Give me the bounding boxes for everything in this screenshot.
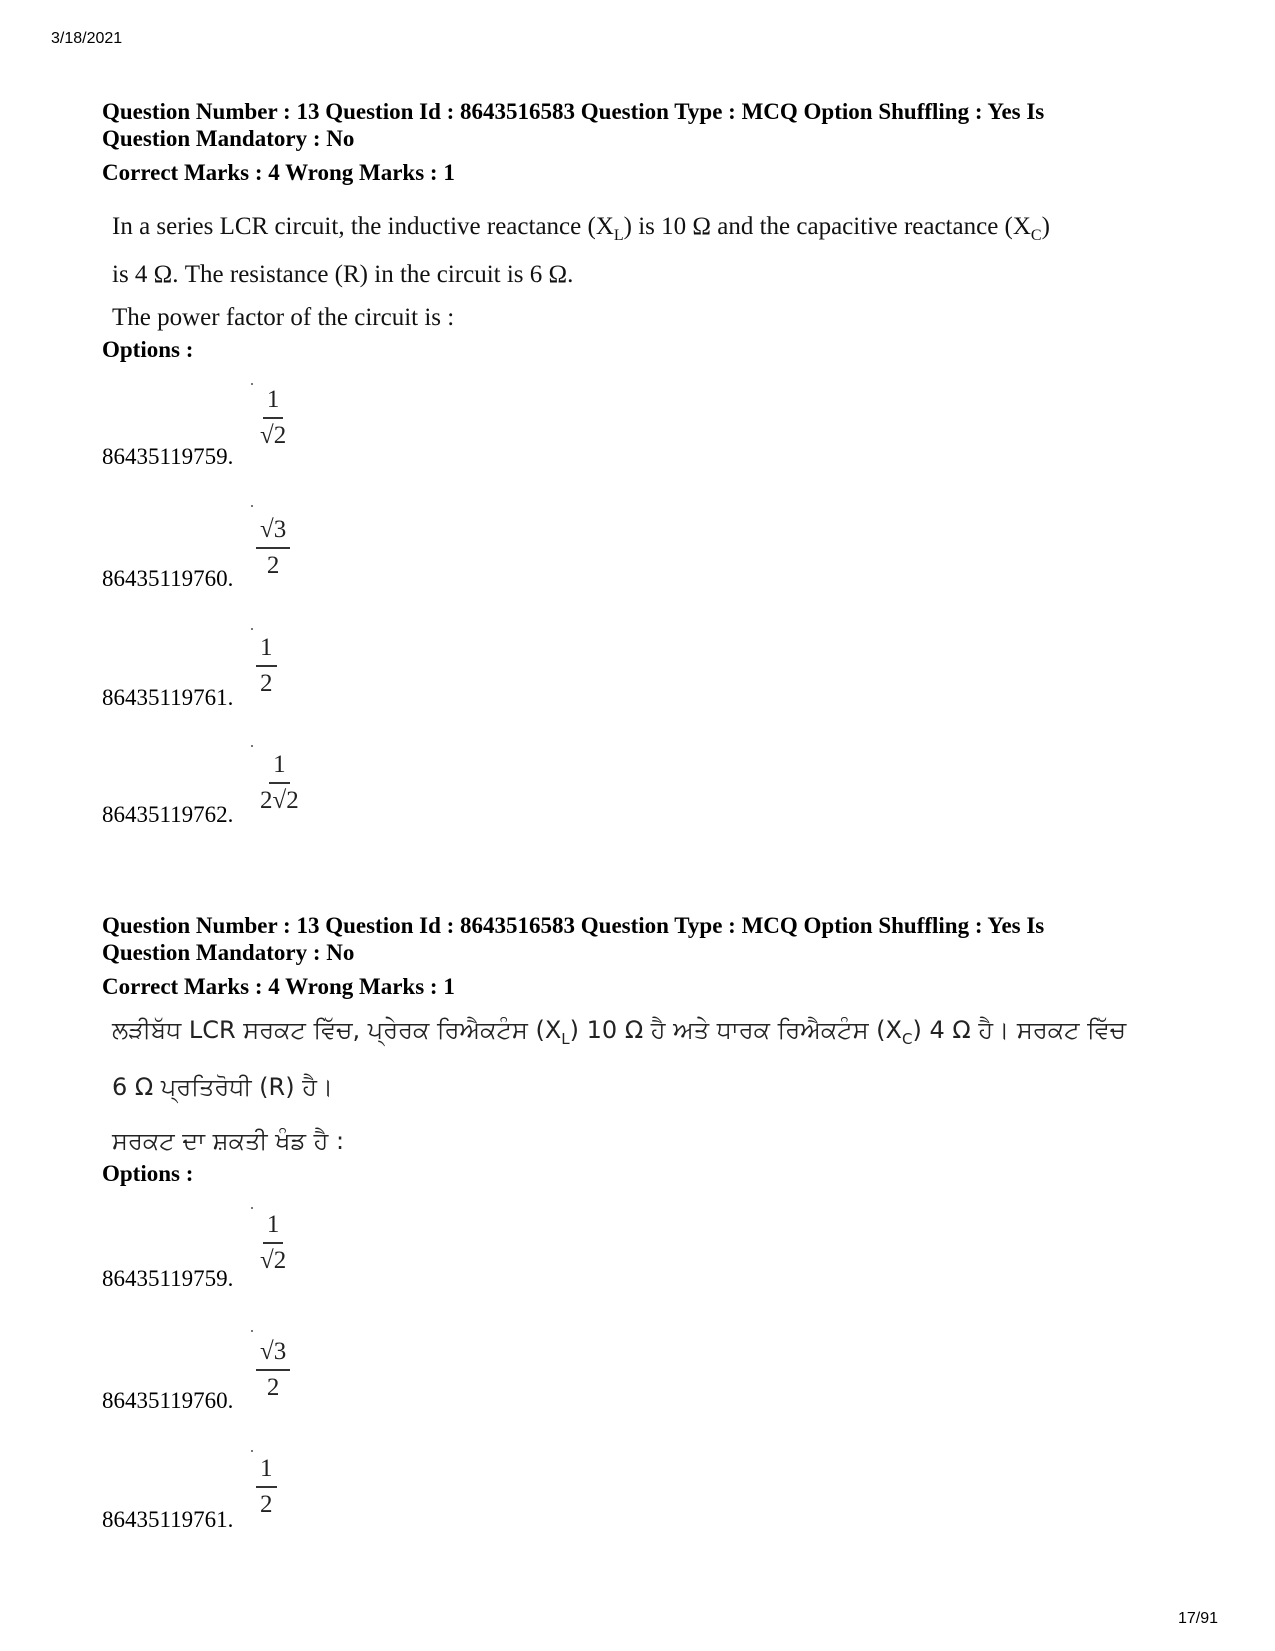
question-line1: In a series LCR circuit, the inductive reactance $(X_L)$ is 10 Ω and the capacitive reactance $(X_C)$ bbox=[112, 213, 1050, 244]
option-id: 86435119761. bbox=[102, 1507, 234, 1532]
options-label: Options : bbox=[102, 337, 194, 362]
question-line2: 6 Ω ਪ੍ਰਤਿਰੋਧੀ (R) ਹੈ। bbox=[112, 1072, 334, 1101]
option-fraction: $\frac{1}{2}$ bbox=[256, 633, 277, 699]
option-id: 86435119762. bbox=[102, 802, 234, 827]
question-header bbox=[102, 98, 1182, 152]
print-date: 3/18/2021 bbox=[51, 30, 123, 47]
marks-line: Correct Marks : 4 Wrong Marks : 1 bbox=[102, 160, 455, 185]
question-header-line2: Question Mandatory : No bbox=[102, 126, 355, 151]
option-marker bbox=[251, 745, 253, 747]
question-line2: is 4 Ω. The resistance (R) in the circuit is 6 Ω. bbox=[112, 261, 574, 288]
option-fraction: $\frac{1}{2}$ bbox=[256, 1454, 277, 1520]
option-fraction: $\frac{√3}{2}$ bbox=[256, 1337, 290, 1403]
option-marker bbox=[251, 1330, 253, 1332]
option-marker bbox=[251, 628, 253, 630]
option-marker bbox=[251, 1207, 253, 1209]
options-label: Options : bbox=[102, 1161, 194, 1186]
question-header bbox=[102, 912, 1182, 966]
page-number: 17/91 bbox=[1178, 1610, 1219, 1627]
question-header-line1: Question Number : 13 Question Id : 8643516583 Question Type : MCQ Option Shuffling : Yes Is bbox=[102, 913, 1045, 938]
option-id: 86435119759. bbox=[102, 444, 234, 469]
option-fraction: $\frac{1}{2√2}$ bbox=[260, 751, 299, 814]
option-marker bbox=[251, 505, 253, 507]
option-marker bbox=[251, 1450, 253, 1452]
question-line1: ਲੜੀਬੱਧ LCR ਸਰਕਟ ਵਿੱਚ, ਪ੍ਰੇਰਕ ਰਿਐਕਟੰਸ $(X_L)$ 10 Ω ਹੈ ਅਤੇ ਧਾਰਕ ਰਿਐਕਟੰਸ $(X_C)$ 4 Ω ਹੈ। ਸਰਕਟ ਵਿੱਚ bbox=[112, 1016, 1127, 1048]
question-header-line2: Question Mandatory : No bbox=[102, 940, 355, 965]
question-text bbox=[112, 1006, 1212, 1165]
question-text bbox=[112, 207, 1212, 337]
option-id: 86435119760. bbox=[102, 566, 234, 591]
option-fraction: $\frac{√3}{2}$ bbox=[256, 515, 290, 581]
option-marker bbox=[251, 383, 253, 385]
option-id: 86435119761. bbox=[102, 685, 234, 710]
option-id: 86435119759. bbox=[102, 1266, 234, 1291]
question-line3: ਸਰਕਟ ਦਾ ਸ਼ਕਤੀ ਖੰਡ ਹੈ : bbox=[112, 1126, 345, 1155]
option-fraction: $\frac{1}{√2}$ bbox=[260, 1211, 287, 1274]
option-fraction: $\frac{1}{√2}$ bbox=[260, 386, 287, 449]
option-id: 86435119760. bbox=[102, 1388, 234, 1413]
marks-line: Correct Marks : 4 Wrong Marks : 1 bbox=[102, 974, 455, 999]
question-line3: The power factor of the circuit is : bbox=[112, 304, 455, 331]
question-header-line1: Question Number : 13 Question Id : 8643516583 Question Type : MCQ Option Shuffling : Yes Is bbox=[102, 99, 1045, 124]
